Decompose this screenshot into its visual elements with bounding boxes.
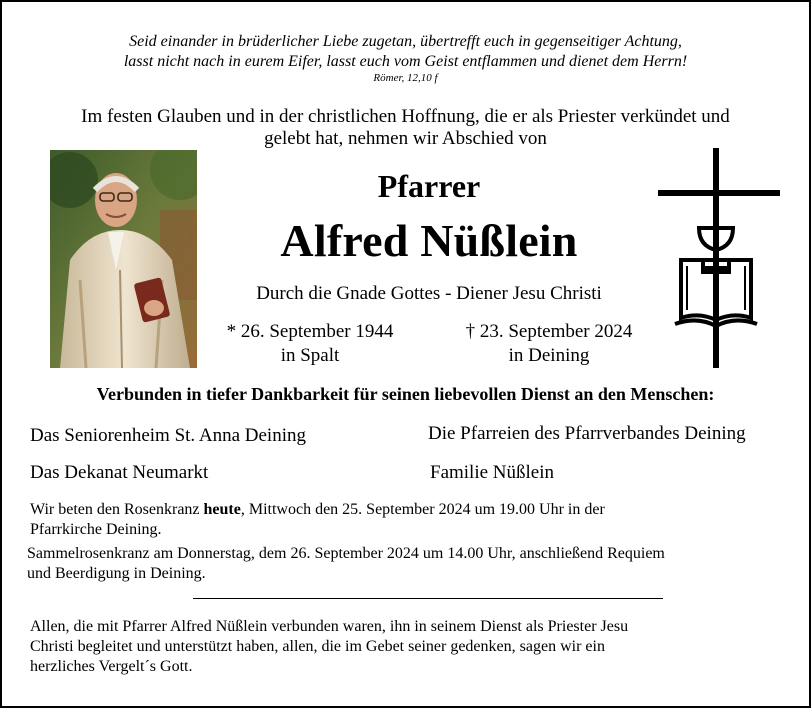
rosary-line-1-bold: heute bbox=[203, 501, 241, 518]
verse-line-2: lasst nicht nach in eurem Eifer, lasst euch vom Geist entflammen und dienet dem Herrn! bbox=[123, 53, 688, 70]
birth-info bbox=[210, 320, 410, 368]
closing-line-2: Christi begleitet und unterstützt haben, allen, die im Gebet seiner gedenken, sagen wir ein bbox=[30, 638, 605, 655]
mourner-familie: Familie Nüßlein bbox=[430, 462, 555, 483]
bible-verse bbox=[0, 32, 811, 72]
death-place: in Deining bbox=[508, 345, 590, 366]
cross-chalice-book-icon bbox=[655, 148, 785, 368]
intro-line-2: gelebt hat, nehmen wir Abschied von bbox=[264, 128, 547, 149]
rosary-line-4: und Beerdigung in Deining. bbox=[27, 565, 206, 582]
birth-date: * 26. September 1944 bbox=[226, 321, 394, 342]
rosary-announcement bbox=[30, 500, 750, 540]
birth-place: in Spalt bbox=[280, 345, 340, 366]
closing-line-3: herzliches Vergelt´s Gott. bbox=[30, 658, 193, 675]
mourner-seniorenheim: Das Seniorenheim St. Anna Deining bbox=[30, 425, 306, 446]
closing-text bbox=[30, 617, 750, 677]
verse-line-1: Seid einander in brüderlicher Liebe zugetan, übertrefft euch in gegenseitiger Achtung, bbox=[129, 33, 682, 50]
divider bbox=[193, 598, 663, 599]
death-info bbox=[444, 320, 654, 368]
thanks-heading: Verbunden in tiefer Dankbarkeit für seinen liebevollen Dienst an den Menschen: bbox=[96, 384, 715, 404]
intro-line-1: Im festen Glauben und in der christlichen Hoffnung, die er als Priester verkündet und bbox=[81, 106, 730, 127]
priest-portrait-photo bbox=[50, 150, 197, 368]
rosary-line-3: Sammelrosenkranz am Donnerstag, dem 26. September 2024 um 14.00 Uhr, anschließend Requiem bbox=[27, 545, 665, 562]
verse-reference: Römer, 12,10 f bbox=[373, 72, 438, 84]
rosary-line-1-post: , Mittwoch den 25. September 2024 um 19.00 Uhr in der bbox=[240, 501, 605, 518]
collective-rosary bbox=[27, 544, 797, 584]
mourner-dekanat: Das Dekanat Neumarkt bbox=[30, 462, 209, 483]
intro-text bbox=[40, 106, 771, 150]
deceased-subtitle: Durch die Gnade Gottes - Diener Jesu Christi bbox=[256, 283, 602, 304]
deceased-name: Alfred Nüßlein bbox=[280, 215, 578, 266]
deceased-title: Pfarrer bbox=[377, 168, 481, 204]
death-date: † 23. September 2024 bbox=[465, 321, 633, 342]
closing-line-1: Allen, die mit Pfarrer Alfred Nüßlein verbunden waren, ihn in seinem Dienst als Priester Jesu bbox=[30, 618, 629, 635]
rosary-line-1-pre: Wir beten den Rosenkranz bbox=[30, 501, 204, 518]
rosary-line-2: Pfarrkirche Deining. bbox=[30, 521, 162, 538]
mourner-pfarreien: Die Pfarreien des Pfarrverbandes Deining bbox=[428, 423, 746, 444]
rosary-line-1 bbox=[30, 500, 750, 520]
